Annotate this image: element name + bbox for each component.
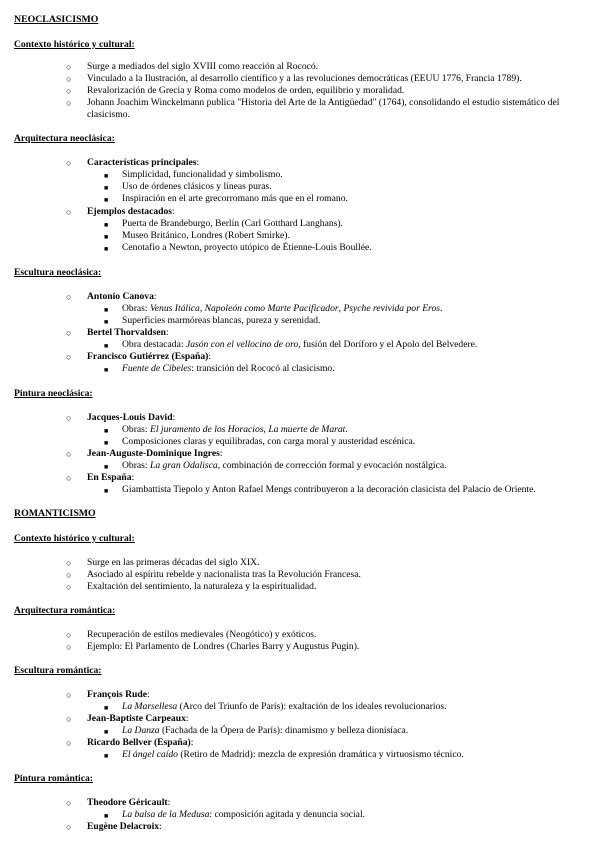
square-bullet-icon: ■ <box>104 318 109 326</box>
hollow-bullet-icon: ○ <box>66 822 72 832</box>
hollow-bullet-icon: ○ <box>66 328 72 338</box>
sub-list-item: Museo Británico, Londres (Robert Smirke). <box>122 230 290 241</box>
hollow-bullet-icon: ○ <box>66 413 72 423</box>
list-item <box>87 206 175 218</box>
square-bullet-icon: ■ <box>104 221 109 229</box>
obra-prefix: Obra destacada: <box>122 339 186 350</box>
colon: : <box>172 412 176 423</box>
artist-name: Jean-Auguste-Dominique Ingres <box>87 448 220 459</box>
list-item <box>87 448 223 460</box>
list-item: Johann Joachim Winckelmann publica "Historia del Arte de la Antigüedad" (1764), consolidando el estudio sistemático del <box>87 97 560 108</box>
square-bullet-icon: ■ <box>104 306 109 314</box>
hollow-bullet-icon: ○ <box>66 207 72 217</box>
sub-list-item <box>122 363 335 375</box>
hollow-bullet-icon: ○ <box>66 738 72 748</box>
list-item: Exaltación del sentimiento, la naturaleza y la espiritualidad. <box>87 581 317 592</box>
colon: : <box>153 291 157 302</box>
sub-list-item: Superficies marmóreas blancas, pureza y serenidad. <box>122 315 321 326</box>
hollow-bullet-icon: ○ <box>66 798 72 808</box>
sub-list-item: Obras: El juramento de los Horacios, La muerte de Marat. <box>122 424 348 435</box>
artwork-title: Fuente de Cibeles <box>122 363 192 374</box>
list-item: Surge en las primeras décadas del siglo XIX. <box>87 557 260 568</box>
heading-contexto-neo: Contexto histórico y cultural: <box>14 39 135 50</box>
list-item <box>87 713 189 725</box>
list-item: Revalorización de Grecia y Roma como modelos de orden, equilibrio y moralidad. <box>87 85 405 96</box>
colon: : <box>131 472 135 483</box>
artist-name: Bertel Thorvaldsen <box>87 327 166 338</box>
hollow-bullet-icon: ○ <box>66 292 72 302</box>
artwork-title: La balsa de la Medusa <box>122 809 210 820</box>
colon: : <box>208 351 211 362</box>
square-bullet-icon: ■ <box>104 728 109 736</box>
artist-name: Jacques-Louis David <box>87 412 173 423</box>
list-item <box>87 737 193 749</box>
hollow-bullet-icon: ○ <box>66 642 72 652</box>
list-item: Ejemplo: El Parlamento de Londres (Charles Barry y Augustus Pugin). <box>87 641 360 652</box>
heading-arquitectura-rom: Arquitectura romántica: <box>14 605 116 616</box>
hollow-bullet-icon: ○ <box>66 473 72 483</box>
obras-prefix: Obras: <box>122 460 150 471</box>
artwork-title: La Marsellesa <box>122 701 178 712</box>
obra-description: : transición del Rococó al clasicismo. <box>191 363 335 374</box>
square-bullet-icon: ■ <box>104 233 109 241</box>
square-bullet-icon: ■ <box>104 427 109 435</box>
square-bullet-icon: ■ <box>104 196 109 204</box>
square-bullet-icon: ■ <box>104 342 109 350</box>
colon: : <box>146 689 150 700</box>
hollow-bullet-icon: ○ <box>66 86 72 96</box>
artwork-title: Napoleón como Marte Pacificador <box>204 303 339 314</box>
list-item <box>87 797 170 809</box>
hollow-bullet-icon: ○ <box>66 62 72 72</box>
square-bullet-icon: ■ <box>104 487 109 495</box>
square-bullet-icon: ■ <box>104 245 109 253</box>
list-item: Asociado al espíritu rebelde y nacionalista tras la Revolución Francesa. <box>87 569 361 580</box>
hollow-bullet-icon: ○ <box>66 582 72 592</box>
sub-list-item: Simplicidad, funcionalidad y simbolismo. <box>122 169 283 180</box>
colon: : <box>196 157 200 168</box>
heading-pintura-rom: Pintura romántica: <box>14 773 93 784</box>
ejemplos-label: Ejemplos destacados <box>87 206 173 217</box>
sub-list-item <box>122 809 365 821</box>
colon: : <box>219 448 223 459</box>
list-item <box>87 821 162 833</box>
artist-name: Ricardo Bellver (España) <box>87 737 191 748</box>
obra-description: , combinación de corrección formal y evocación nostálgica. <box>217 460 447 471</box>
list-item <box>87 291 157 303</box>
hollow-bullet-icon: ○ <box>66 690 72 700</box>
sub-list-item <box>122 749 464 761</box>
square-bullet-icon: ■ <box>104 752 109 760</box>
hollow-bullet-icon: ○ <box>66 74 72 84</box>
artist-name: Theodore Géricault <box>87 797 168 808</box>
sub-list-item: Puerta de Brandeburgo, Berlín (Carl Gotthard Langhans). <box>122 218 343 229</box>
colon: : <box>165 327 169 338</box>
obra-description: (Fachada de la Ópera de París): dinamismo y belleza dionisíaca. <box>159 725 409 736</box>
heading-contexto-rom: Contexto histórico y cultural: <box>14 533 135 544</box>
square-bullet-icon: ■ <box>104 812 109 820</box>
hollow-bullet-icon: ○ <box>66 714 72 724</box>
section-title-neoclasicismo: NEOCLASICISMO <box>14 14 99 25</box>
hollow-bullet-icon: ○ <box>66 158 72 168</box>
hollow-bullet-icon: ○ <box>66 98 72 108</box>
heading-pintura-neo: Pintura neoclásica: <box>14 388 93 399</box>
artwork-title: El ángel caído <box>122 749 178 760</box>
list-item: Vinculado a la Ilustración, al desarrollo científico y a las revoluciones democráticas (EEUU 1776, Francia 1789). <box>87 73 522 84</box>
artwork-title: Venus Itálica <box>149 303 200 314</box>
square-bullet-icon: ■ <box>104 463 109 471</box>
obra-description: (Arco del Triunfo de París): exaltación de los ideales revolucionarios. <box>177 701 447 712</box>
list-item <box>87 689 150 701</box>
colon: : <box>190 737 194 748</box>
section-title-romanticismo: ROMANTICISMO <box>14 508 96 519</box>
square-bullet-icon: ■ <box>104 184 109 192</box>
square-bullet-icon: ■ <box>104 704 109 712</box>
artist-name: Jean-Baptiste Carpeaux <box>87 713 186 724</box>
sub-list-item <box>122 701 447 713</box>
hollow-bullet-icon: ○ <box>66 449 72 459</box>
colon: : <box>167 797 171 808</box>
sub-list-item <box>122 725 408 737</box>
sub-list-item: Obras: Venus Itálica, Napoleón como Marte Pacificador, Psyche revivida por Eros. <box>122 303 443 314</box>
hollow-bullet-icon: ○ <box>66 570 72 580</box>
artwork-title: Psyche revivida por Eros <box>343 303 440 314</box>
square-bullet-icon: ■ <box>104 439 109 447</box>
list-item <box>87 412 175 424</box>
square-bullet-icon: ■ <box>104 172 109 180</box>
sub-list-item: Giambattista Tiepolo y Anton Rafael Mengs contribuyeron a la decoración clasicista del Palacio de Oriente. <box>122 484 536 495</box>
artist-name: En España <box>87 472 132 483</box>
obras-prefix: Obras: <box>122 424 150 435</box>
list-item: Recuperación de estilos medievales (Neogótico) y exóticos. <box>87 629 317 640</box>
obra-description: , fusión del Doríforo y el Apolo del Belvedere. <box>298 339 478 350</box>
sub-list-item <box>122 460 447 472</box>
colon: : <box>185 713 189 724</box>
artist-name: Antonio Canova <box>87 291 154 302</box>
heading-escultura-neo: Escultura neoclásica: <box>14 267 102 278</box>
artwork-title: El juramento de los Horacios <box>149 424 264 435</box>
artist-name: Francisco Gutiérrez (España) <box>87 351 209 362</box>
hollow-bullet-icon: ○ <box>66 352 72 362</box>
heading-arquitectura-neo: Arquitectura neoclásica: <box>14 133 115 144</box>
obras-prefix: Obras: <box>122 303 150 314</box>
colon: : <box>172 206 175 217</box>
artwork-title: Jasón con el vellocino de oro <box>185 339 299 350</box>
list-item <box>87 157 199 169</box>
list-item-continuation: clasicismo. <box>87 109 130 120</box>
artwork-title: La gran Odalisca <box>149 460 218 471</box>
obra-description: : composición agitada y denuncia social. <box>209 809 366 820</box>
list-item <box>87 472 134 484</box>
sub-list-item: Composiciones claras y equilibradas, con carga moral y austeridad escénica. <box>122 436 416 447</box>
hollow-bullet-icon: ○ <box>66 630 72 640</box>
sub-list-item <box>122 339 477 351</box>
square-bullet-icon: ■ <box>104 366 109 374</box>
sub-list-item: Inspiración en el arte grecorromano más que en el romano. <box>122 193 348 204</box>
heading-escultura-rom: Escultura romántica: <box>14 665 102 676</box>
sub-list-item: Uso de órdenes clásicos y líneas puras. <box>122 181 272 192</box>
artist-name: Eugène Delacroix <box>87 821 160 832</box>
list-item: Surge a mediados del siglo XVIII como reacción al Rococó. <box>87 61 319 72</box>
artist-name: François Rude <box>87 689 147 700</box>
list-item <box>87 351 211 363</box>
obra-description: (Retiro de Madrid): mezcla de expresión dramática y virtuosismo técnico. <box>177 749 464 760</box>
sub-list-item: Cenotafio a Newton, proyecto utópico de Étienne-Louis Boullée. <box>122 242 372 253</box>
caracteristicas-label: Características principales <box>87 157 197 168</box>
artwork-title: La Danza <box>122 725 160 736</box>
list-item <box>87 327 169 339</box>
artwork-title: La muerte de Marat <box>268 424 346 435</box>
hollow-bullet-icon: ○ <box>66 558 72 568</box>
colon: : <box>159 821 162 832</box>
